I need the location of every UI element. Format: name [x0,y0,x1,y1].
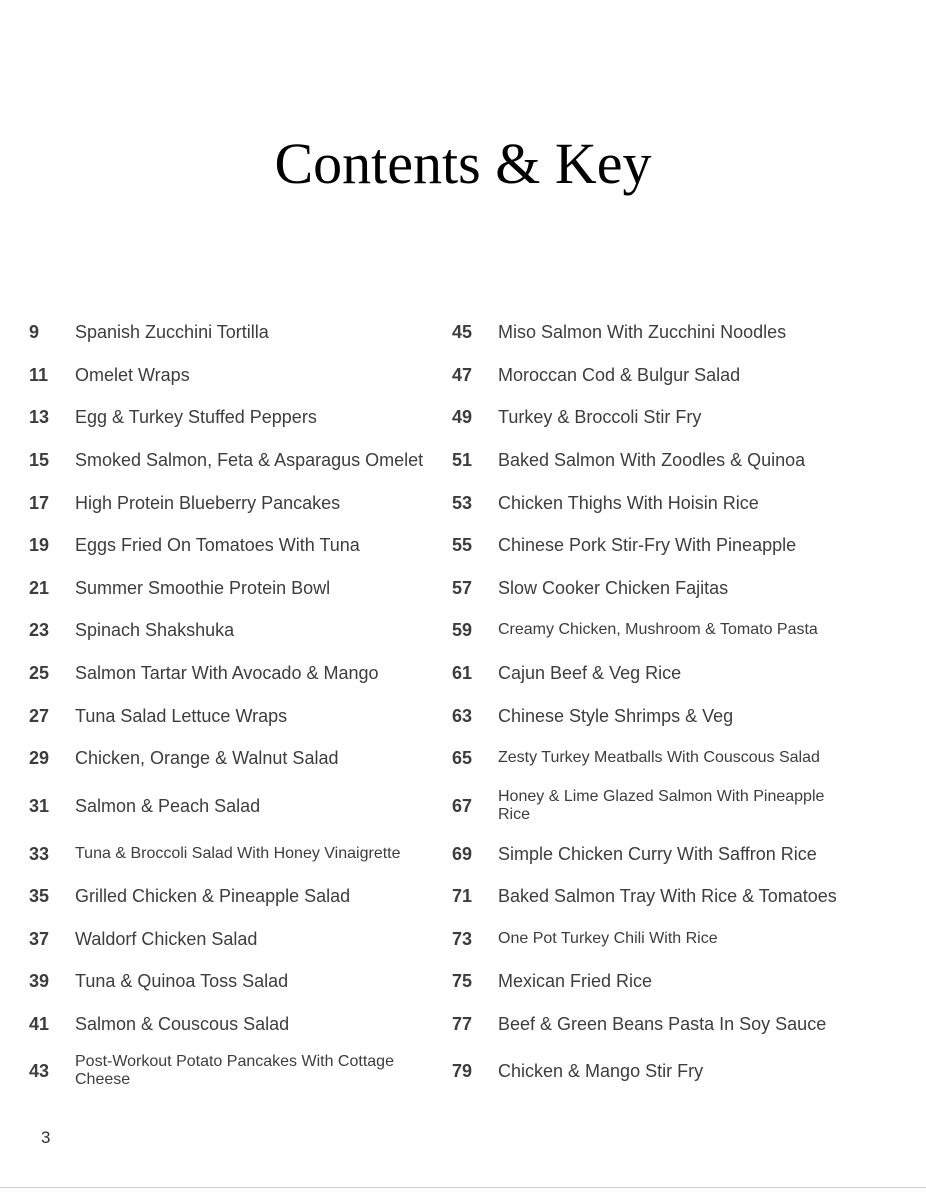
contents-entry [29,357,190,393]
entry-recipe-name: Chinese Style Shrimps & Veg [498,705,734,726]
entry-recipe-name: Zesty Turkey Meatballs With Couscous Salad [498,749,820,766]
contents-entry [452,357,740,393]
entry-page-number: 71 [452,885,473,906]
entry-recipe-name: Baked Salmon With Zoodles & Quinoa [498,449,806,470]
entry-recipe-name: Chicken & Mango Stir Fry [498,1060,704,1081]
entry-page-number: 65 [452,747,473,768]
contents-entry [452,788,848,824]
contents-entry [29,655,379,691]
entry-page-number: 55 [452,534,473,555]
entry-page-number: 47 [452,364,473,385]
entry-recipe-name: Tuna & Quinoa Toss Salad [75,970,289,991]
contents-entry [29,836,401,872]
entry-page-number: 39 [29,970,50,991]
entry-page-number: 43 [29,1060,50,1081]
entry-recipe-name: Grilled Chicken & Pineapple Salad [75,885,351,906]
entry-recipe-name: Chinese Pork Stir-Fry With Pineapple [498,534,797,555]
page-title: Contents & Key [274,131,652,196]
contents-entry [452,698,733,734]
entry-recipe-name: Slow Cooker Chicken Fajitas [498,577,729,598]
contents-entry [452,442,805,478]
contents-entry [29,1053,425,1089]
contents-entry [452,314,786,350]
entry-page-number: 77 [452,1013,473,1034]
entry-recipe-name: Tuna Salad Lettuce Wraps [75,705,288,726]
entry-page-number: 13 [29,406,50,427]
contents-entry [452,1053,703,1089]
entry-recipe-name: High Protein Blueberry Pancakes [75,492,341,513]
entry-page-number: 33 [29,843,50,864]
entry-recipe-name: Honey & Lime Glazed Salmon With Pineapple Rice [498,788,825,823]
entry-page-number: 57 [452,577,473,598]
contents-entry [29,612,234,648]
entry-page-number: 35 [29,885,50,906]
entry-recipe-name: Salmon & Peach Salad [75,795,261,816]
contents-entry [452,399,701,435]
entry-page-number: 45 [452,321,473,342]
entry-recipe-name: Chicken Thighs With Hoisin Rice [498,492,759,513]
contents-entry [29,314,269,350]
entry-recipe-name: Mexican Fried Rice [498,970,653,991]
entry-page-number: 63 [452,705,473,726]
entry-page-number: 41 [29,1013,50,1034]
entry-page-number: 49 [452,406,473,427]
entry-page-number: 75 [452,970,473,991]
entry-page-number: 61 [452,662,473,683]
entry-page-number: 15 [29,449,50,470]
entry-page-number: 69 [452,843,473,864]
entry-recipe-name: Turkey & Broccoli Stir Fry [498,406,702,427]
entry-page-number: 9 [29,321,40,342]
entry-page-number: 59 [452,619,473,640]
contents-entry [452,878,837,914]
entry-recipe-name: One Pot Turkey Chili With Rice [498,930,718,947]
page-number: 3 [41,1128,51,1147]
contents-entry [29,698,287,734]
contents-entry [29,921,257,957]
entry-recipe-name: Tuna & Broccoli Salad With Honey Vinaigrette [75,845,401,862]
contents-entry [29,399,317,435]
entry-page-number: 51 [452,449,473,470]
entry-recipe-name: Post-Workout Potato Pancakes With Cottage Cheese [75,1053,394,1088]
entry-page-number: 11 [29,364,49,385]
entry-recipe-name: Salmon Tartar With Avocado & Mango [75,662,379,683]
contents-entry [29,963,288,999]
entry-recipe-name: Salmon & Couscous Salad [75,1013,290,1034]
entry-recipe-name: Miso Salmon With Zucchini Noodles [498,321,787,342]
contents-entry [29,485,340,521]
entry-page-number: 67 [452,795,473,816]
entry-recipe-name: Smoked Salmon, Feta & Asparagus Omelet [75,449,424,470]
entry-recipe-name: Cajun Beef & Veg Rice [498,662,682,683]
entry-recipe-name: Waldorf Chicken Salad [75,928,258,949]
entry-page-number: 29 [29,747,50,768]
entry-recipe-name: Simple Chicken Curry With Saffron Rice [498,843,817,864]
entry-page-number: 37 [29,928,50,949]
contents-entry [29,1006,289,1042]
entry-recipe-name: Moroccan Cod & Bulgur Salad [498,364,741,385]
contents-entry [452,1006,826,1042]
entry-recipe-name: Spanish Zucchini Tortilla [75,321,269,342]
entry-recipe-name: Omelet Wraps [75,364,190,385]
contents-entry [29,527,360,563]
contents-entry [29,788,260,824]
entry-recipe-name: Baked Salmon Tray With Rice & Tomatoes [498,885,837,906]
contents-entry [29,878,350,914]
contents-entry [29,442,423,478]
contents-entry [452,963,652,999]
contents-entry [29,570,330,606]
contents-entry [452,485,759,521]
contents-entry [452,921,718,957]
contents-entry [29,740,338,776]
entry-page-number: 53 [452,492,473,513]
entry-page-number: 23 [29,619,50,640]
entry-page-number: 31 [29,795,50,816]
contents-entry [452,836,817,872]
entry-page-number: 17 [29,492,50,513]
page-divider [0,1187,926,1188]
entry-recipe-name: Beef & Green Beans Pasta In Soy Sauce [498,1013,827,1034]
contents-entry [452,612,818,648]
contents-entry [452,740,820,776]
entry-page-number: 21 [29,577,50,598]
entry-page-number: 27 [29,705,50,726]
entry-recipe-name: Egg & Turkey Stuffed Peppers [75,406,317,427]
entry-recipe-name: Eggs Fried On Tomatoes With Tuna [75,534,360,555]
entry-page-number: 79 [452,1060,473,1081]
entry-recipe-name: Chicken, Orange & Walnut Salad [75,747,339,768]
contents-entry [452,570,728,606]
entry-page-number: 73 [452,928,473,949]
entry-page-number: 19 [29,534,50,555]
entry-recipe-name: Spinach Shakshuka [75,619,235,640]
contents-entry [452,527,796,563]
entry-page-number: 25 [29,662,50,683]
entry-recipe-name: Creamy Chicken, Mushroom & Tomato Pasta [498,621,818,638]
contents-entry [452,655,681,691]
entry-recipe-name: Summer Smoothie Protein Bowl [75,577,331,598]
